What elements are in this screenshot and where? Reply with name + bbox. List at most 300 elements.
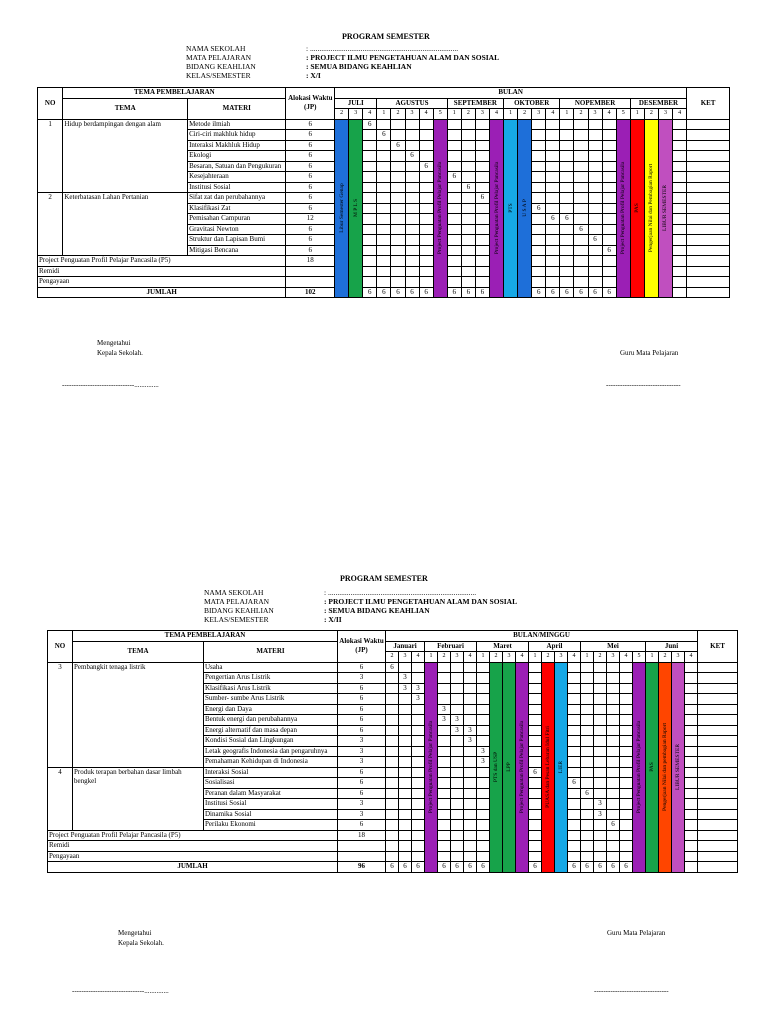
week-cell: [475, 245, 489, 256]
week-cell: [574, 245, 588, 256]
week-cell: [386, 799, 399, 810]
week-cell: [438, 694, 451, 705]
week-number: 4: [568, 652, 581, 663]
week-cell: 6: [560, 287, 574, 298]
week-cell: 6: [560, 214, 574, 225]
week-cell: [447, 140, 461, 151]
week-cell: [685, 830, 698, 841]
week-cell: [419, 130, 433, 141]
week-cell: [672, 266, 686, 277]
ket-cell: [698, 851, 738, 862]
meta-value: : ...............................................................................: [324, 588, 477, 597]
band-label: LIBUR SEMESTER: [662, 185, 669, 232]
week-cell: [568, 725, 581, 736]
week-cell: [574, 161, 588, 172]
week-cell: [475, 172, 489, 183]
week-cell: [560, 130, 574, 141]
principal-label: Mengetahui Kepala Sekolah.: [97, 339, 143, 357]
week-cell: [588, 172, 602, 183]
band-label: Project Penguatan Profil Pelajar Pancasila: [493, 161, 500, 255]
week-cell: 3: [464, 736, 477, 747]
week-cell: [438, 725, 451, 736]
total-jp: 96: [338, 862, 386, 873]
week-cell: [405, 161, 419, 172]
week-cell: [620, 725, 633, 736]
jp-cell: 6: [286, 203, 335, 214]
meta-value: : SEMUA BIDANG KEAHLIAN: [324, 606, 430, 615]
header-tema: TEMA: [63, 98, 188, 119]
week-cell: [363, 235, 377, 246]
month-header: NOPEMBER: [560, 98, 630, 109]
materi-cell: Energi alternatif dan masa depan: [204, 725, 338, 736]
jp-cell: 18: [286, 256, 335, 267]
week-cell: [672, 287, 686, 298]
week-cell: [363, 172, 377, 183]
topic-number: 3: [48, 662, 73, 767]
week-cell: [607, 725, 620, 736]
week-cell: [672, 119, 686, 130]
week-cell: [477, 704, 490, 715]
week-cell: [386, 704, 399, 715]
week-number: 3: [555, 652, 568, 663]
week-cell: [574, 256, 588, 267]
week-cell: [588, 203, 602, 214]
week-cell: [386, 809, 399, 820]
week-cell: [412, 662, 425, 673]
week-cell: [620, 841, 633, 852]
week-cell: [377, 203, 391, 214]
week-cell: [363, 245, 377, 256]
week-cell: [391, 193, 405, 204]
meta-row: [204, 606, 534, 615]
week-cell: [568, 662, 581, 673]
week-cell: [594, 673, 607, 684]
materi-cell: Sosialisasi: [204, 778, 338, 789]
week-number: 1: [425, 652, 438, 663]
jp-cell: 6: [286, 224, 335, 235]
meta-row: [186, 53, 516, 62]
week-cell: [451, 830, 464, 841]
week-cell: [568, 788, 581, 799]
week-cell: [438, 788, 451, 799]
band-label: U S A P: [521, 199, 528, 218]
week-cell: [532, 193, 546, 204]
week-cell: [451, 788, 464, 799]
week-cell: [607, 673, 620, 684]
meta-row: [186, 71, 516, 80]
week-cell: [546, 235, 560, 246]
week-cell: [685, 841, 698, 852]
ket-cell: [698, 736, 738, 747]
ket-cell: [687, 245, 730, 256]
week-cell: [568, 715, 581, 726]
week-cell: [588, 214, 602, 225]
ket-cell: [698, 662, 738, 673]
week-cell: [607, 757, 620, 768]
week-cell: [451, 809, 464, 820]
week-cell: 3: [438, 704, 451, 715]
week-cell: [594, 736, 607, 747]
week-cell: [672, 193, 686, 204]
week-cell: [377, 277, 391, 288]
week-cell: [588, 140, 602, 151]
week-cell: [594, 683, 607, 694]
topic-tema: Hidup berdampingan dengan alam: [63, 119, 188, 193]
meta-value: : PROJECT ILMU PENGETAHUAN ALAM DAN SOSIAL: [306, 53, 500, 62]
materi-cell: Sumber- sumbe Arus Listrik: [204, 694, 338, 705]
week-cell: [447, 119, 461, 130]
week-number: 2: [574, 109, 588, 120]
jp-cell: 6: [338, 715, 386, 726]
week-cell: 3: [451, 715, 464, 726]
week-cell: [412, 799, 425, 810]
week-cell: [581, 683, 594, 694]
week-cell: [461, 266, 475, 277]
header-no: NO: [48, 631, 73, 663]
week-cell: [447, 266, 461, 277]
week-cell: [477, 820, 490, 831]
week-cell: [574, 277, 588, 288]
week-cell: [464, 715, 477, 726]
week-number: 4: [685, 652, 698, 663]
week-number: 2: [594, 652, 607, 663]
week-cell: [546, 182, 560, 193]
week-cell: [405, 130, 419, 141]
header-tema-pembelajaran: TEMA PEMBELAJARAN: [63, 88, 286, 99]
ket-cell: [698, 725, 738, 736]
week-cell: [464, 694, 477, 705]
week-cell: [685, 788, 698, 799]
week-cell: [546, 224, 560, 235]
week-cell: [602, 266, 616, 277]
week-cell: [672, 203, 686, 214]
week-cell: [405, 256, 419, 267]
week-cell: [405, 119, 419, 130]
materi-cell: Perilaku Ekonomi: [204, 820, 338, 831]
week-cell: [405, 224, 419, 235]
materi-cell: Klasifikasi Arus Listrik: [204, 683, 338, 694]
jp-cell: 6: [338, 704, 386, 715]
header-row: [48, 631, 738, 642]
week-number: 3: [588, 109, 602, 120]
week-cell: [399, 704, 412, 715]
week-cell: [412, 788, 425, 799]
week-cell: [399, 715, 412, 726]
week-cell: [438, 746, 451, 757]
activity-band: [646, 662, 659, 872]
week-cell: [581, 778, 594, 789]
week-cell: [574, 214, 588, 225]
week-number: 2: [438, 652, 451, 663]
week-cell: [529, 746, 542, 757]
week-cell: [685, 746, 698, 757]
week-cell: [568, 820, 581, 831]
week-cell: [685, 820, 698, 831]
week-cell: [532, 151, 546, 162]
week-cell: [477, 809, 490, 820]
week-cell: [620, 662, 633, 673]
week-cell: [546, 277, 560, 288]
week-cell: [377, 182, 391, 193]
week-cell: [447, 151, 461, 162]
week-cell: [581, 851, 594, 862]
week-cell: [451, 694, 464, 705]
week-number: 3: [349, 109, 363, 120]
band-label: Project Penguatan Profil Pelajar Pancasila: [437, 161, 444, 255]
week-cell: [607, 683, 620, 694]
meta-label: BIDANG KEAHLIAN: [186, 62, 256, 71]
week-cell: [594, 715, 607, 726]
week-cell: [477, 778, 490, 789]
week-cell: [620, 788, 633, 799]
week-cell: [602, 193, 616, 204]
ket-cell: [698, 746, 738, 757]
week-cell: [672, 277, 686, 288]
week-cell: [438, 767, 451, 778]
week-cell: [461, 130, 475, 141]
week-cell: [546, 140, 560, 151]
ket-cell: [687, 193, 730, 204]
week-cell: 6: [363, 119, 377, 130]
month-header: AGUSTUS: [377, 98, 447, 109]
week-cell: [568, 704, 581, 715]
week-cell: [672, 151, 686, 162]
week-cell: [602, 224, 616, 235]
header-row: [48, 641, 738, 652]
summary-label: Remidi: [48, 841, 338, 852]
summary-label: Project Penguatan Profil Pelajar Pancasila (P5): [38, 256, 286, 267]
ket-cell: [698, 809, 738, 820]
ket-cell: [698, 862, 738, 873]
header-alokasi: Alokasi Waktu (JP): [286, 88, 335, 120]
week-cell: 6: [594, 862, 607, 873]
week-cell: [464, 683, 477, 694]
ket-cell: [698, 767, 738, 778]
week-cell: [419, 256, 433, 267]
principal-signature-line: -------------------------------..............: [72, 987, 169, 995]
week-number: 3: [532, 109, 546, 120]
week-cell: [363, 277, 377, 288]
week-cell: [419, 193, 433, 204]
week-cell: [399, 830, 412, 841]
ket-cell: [687, 172, 730, 183]
week-cell: [405, 172, 419, 183]
week-cell: [447, 256, 461, 267]
week-cell: [560, 161, 574, 172]
week-cell: [419, 224, 433, 235]
week-cell: [685, 799, 698, 810]
week-cell: [464, 757, 477, 768]
week-cell: [419, 182, 433, 193]
week-cell: [363, 130, 377, 141]
week-cell: [412, 725, 425, 736]
week-cell: [620, 851, 633, 862]
jp-cell: 12: [286, 214, 335, 225]
week-cell: [363, 214, 377, 225]
activity-band: [658, 119, 672, 298]
jp-cell: 6: [286, 182, 335, 193]
week-cell: [620, 767, 633, 778]
activity-band: [516, 662, 529, 872]
topic-number: 4: [48, 767, 73, 830]
jp-cell: 3: [338, 757, 386, 768]
week-cell: [447, 277, 461, 288]
activity-band: [518, 119, 532, 298]
week-cell: [532, 172, 546, 183]
week-cell: 6: [581, 862, 594, 873]
band-label: LIBUR SEMESTER: [675, 744, 682, 790]
week-cell: [438, 830, 451, 841]
week-cell: [581, 799, 594, 810]
week-cell: [412, 704, 425, 715]
week-cell: [412, 841, 425, 852]
week-cell: [574, 203, 588, 214]
ket-cell: [687, 224, 730, 235]
meta-label: NAMA SEKOLAH: [186, 44, 246, 53]
week-cell: [412, 809, 425, 820]
week-cell: 6: [529, 862, 542, 873]
week-cell: 6: [447, 172, 461, 183]
jp-cell: 6: [286, 140, 335, 151]
week-cell: [391, 119, 405, 130]
week-cell: 3: [451, 725, 464, 736]
activity-band: [349, 119, 363, 298]
ket-cell: [687, 256, 730, 267]
week-cell: [581, 673, 594, 684]
ket-cell: [698, 673, 738, 684]
teacher-signature-line: --------------------------------: [594, 987, 669, 995]
materi-cell: Klasifikasi Zat: [188, 203, 286, 214]
ket-cell: [687, 140, 730, 151]
ket-cell: [698, 683, 738, 694]
header-ket: KET: [698, 631, 738, 663]
week-cell: [560, 224, 574, 235]
week-cell: [451, 757, 464, 768]
week-cell: [546, 172, 560, 183]
week-cell: 3: [412, 694, 425, 705]
week-cell: [685, 757, 698, 768]
week-cell: [475, 266, 489, 277]
week-cell: [438, 820, 451, 831]
week-cell: 6: [588, 235, 602, 246]
week-cell: [464, 809, 477, 820]
week-cell: [588, 130, 602, 141]
week-cell: [560, 182, 574, 193]
jp-cell: 6: [286, 193, 335, 204]
week-cell: [386, 683, 399, 694]
week-cell: [607, 778, 620, 789]
week-cell: [405, 203, 419, 214]
week-cell: [529, 736, 542, 747]
week-cell: [447, 161, 461, 172]
week-cell: [447, 245, 461, 256]
activity-band: [490, 662, 503, 872]
week-cell: 6: [607, 862, 620, 873]
signature-left: [118, 928, 164, 948]
week-cell: [464, 820, 477, 831]
week-cell: [391, 172, 405, 183]
week-cell: [568, 694, 581, 705]
week-cell: [447, 224, 461, 235]
week-cell: [386, 673, 399, 684]
ket-cell: [687, 287, 730, 298]
materi-cell: Pemisahan Campuran: [188, 214, 286, 225]
week-cell: [581, 757, 594, 768]
week-cell: 6: [568, 778, 581, 789]
materi-cell: Bentuk energi dan perubahannya: [204, 715, 338, 726]
header-bulan: BULAN/MINGGU: [386, 631, 698, 642]
week-number: 1: [504, 109, 518, 120]
week-cell: [461, 151, 475, 162]
activity-band: [504, 119, 518, 298]
month-header: DESEMBER: [630, 98, 686, 109]
week-cell: [377, 161, 391, 172]
week-cell: [685, 662, 698, 673]
week-cell: [581, 820, 594, 831]
week-cell: [574, 235, 588, 246]
meta-value: : ...............................................................................: [306, 44, 459, 53]
week-cell: [607, 799, 620, 810]
week-cell: [546, 256, 560, 267]
ket-cell: [698, 704, 738, 715]
week-number: 2: [461, 109, 475, 120]
page-title: PROGRAM SEMESTER: [340, 574, 428, 583]
week-cell: [399, 799, 412, 810]
week-cell: [377, 266, 391, 277]
week-cell: 3: [399, 673, 412, 684]
materi-cell: Interaksi Sosial: [204, 767, 338, 778]
week-cell: [588, 161, 602, 172]
month-header: JULI: [335, 98, 377, 109]
week-cell: 6: [461, 182, 475, 193]
week-cell: [447, 130, 461, 141]
ket-cell: [687, 214, 730, 225]
jp-cell: [338, 841, 386, 852]
meta-row: [204, 615, 534, 624]
week-number: 5: [616, 109, 630, 120]
ket-cell: [698, 778, 738, 789]
total-label: JUMLAH: [38, 287, 286, 298]
week-cell: 3: [594, 799, 607, 810]
week-cell: [602, 277, 616, 288]
topic-number: 1: [38, 119, 63, 193]
band-label: LPP: [506, 762, 513, 772]
week-cell: [602, 256, 616, 267]
week-cell: [588, 193, 602, 204]
week-cell: [560, 277, 574, 288]
jp-cell: [286, 277, 335, 288]
week-cell: [560, 172, 574, 183]
week-cell: [546, 203, 560, 214]
week-cell: [447, 182, 461, 193]
week-cell: [363, 140, 377, 151]
week-number: 4: [672, 109, 686, 120]
week-cell: [685, 767, 698, 778]
week-cell: [464, 767, 477, 778]
jp-cell: 6: [338, 820, 386, 831]
signature-right: Guru Mata Pelajaran: [607, 929, 666, 937]
ket-cell: [687, 130, 730, 141]
meta-label: MATA PELAJARAN: [186, 53, 252, 62]
week-cell: [685, 778, 698, 789]
week-number: 3: [672, 652, 685, 663]
week-cell: [532, 235, 546, 246]
week-cell: [672, 235, 686, 246]
month-header: Februari: [425, 641, 477, 652]
materi-cell: Kesejahteraan: [188, 172, 286, 183]
jp-cell: 6: [286, 151, 335, 162]
week-cell: [363, 266, 377, 277]
